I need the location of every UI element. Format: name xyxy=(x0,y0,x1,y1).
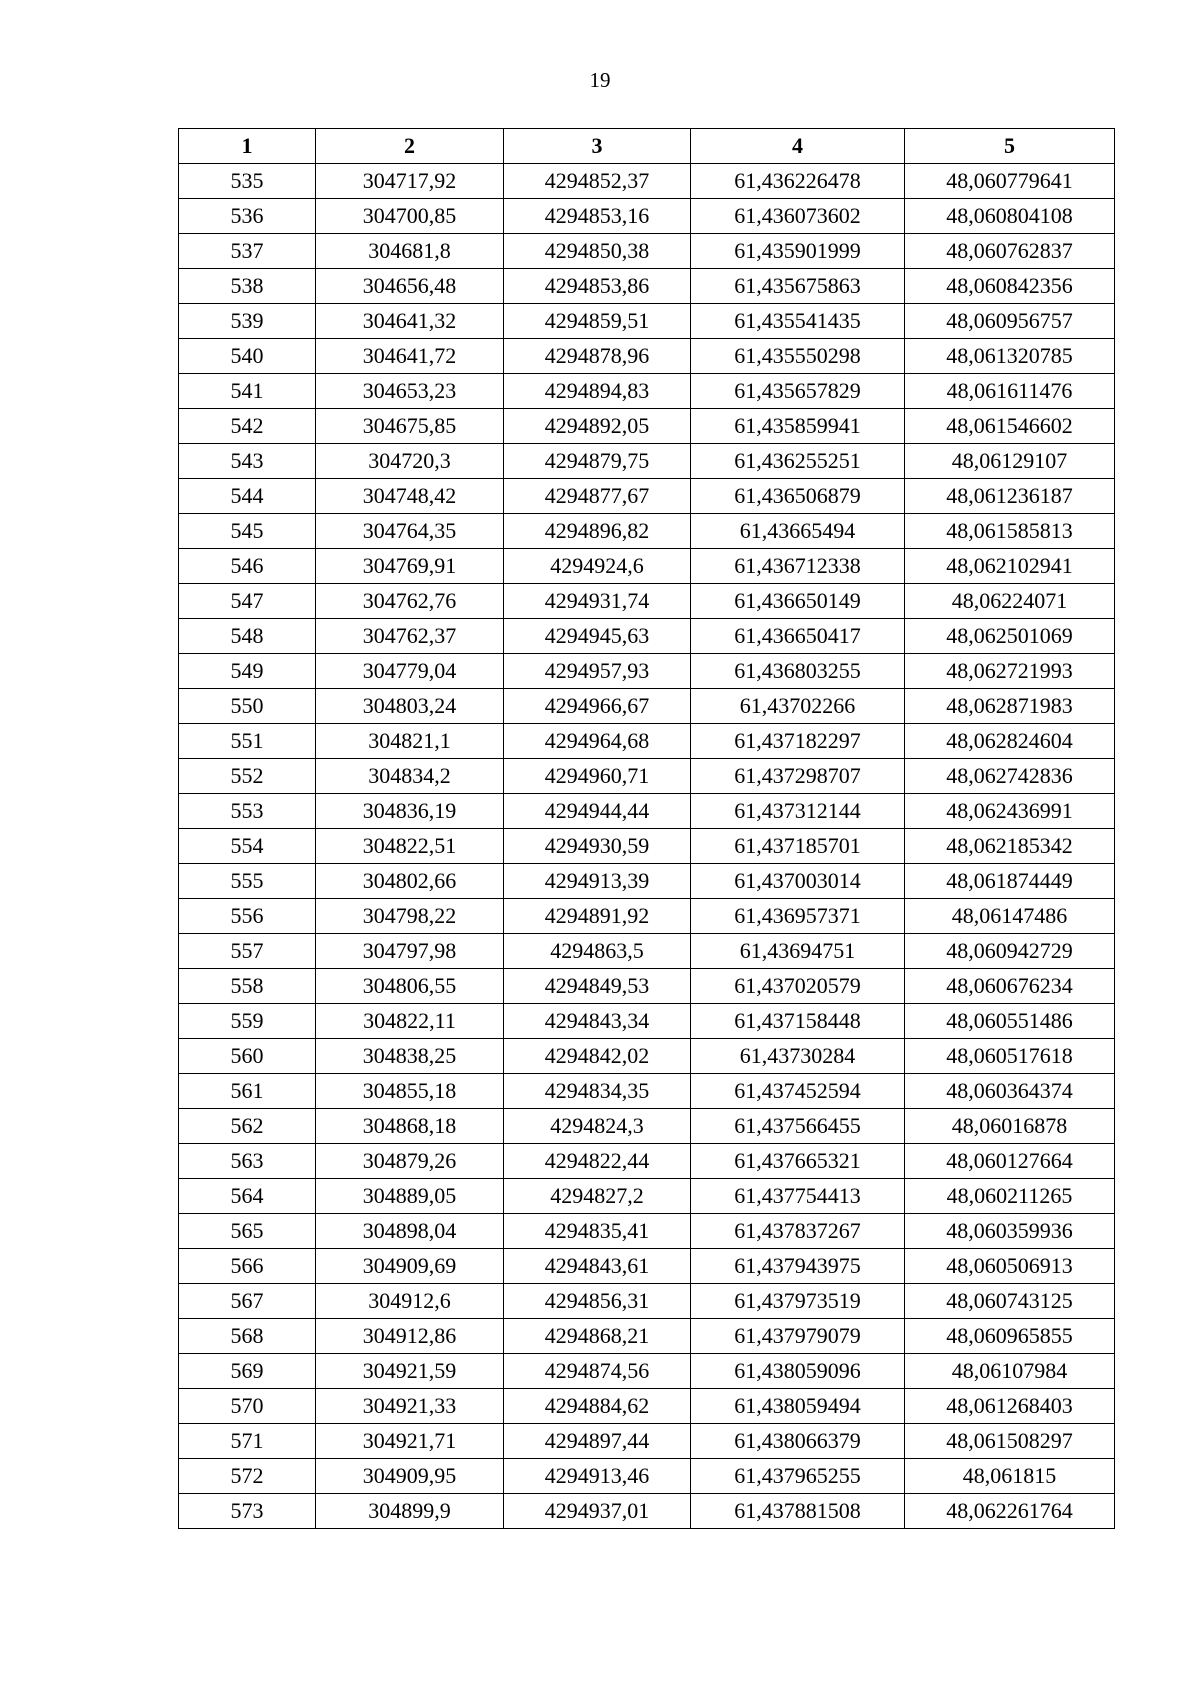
table-cell: 4294913,46 xyxy=(504,1459,691,1494)
table-cell: 551 xyxy=(179,724,316,759)
table-cell: 4294856,31 xyxy=(504,1284,691,1319)
table-cell: 48,062261764 xyxy=(905,1494,1115,1529)
table-cell: 61,437566455 xyxy=(691,1109,905,1144)
table-cell: 4294966,67 xyxy=(504,689,691,724)
table-cell: 61,438059494 xyxy=(691,1389,905,1424)
table-cell: 304912,86 xyxy=(316,1319,504,1354)
table-cell: 304762,37 xyxy=(316,619,504,654)
table-row xyxy=(179,374,1115,409)
table-cell: 4294868,21 xyxy=(504,1319,691,1354)
table-cell: 304802,66 xyxy=(316,864,504,899)
table-cell: 543 xyxy=(179,444,316,479)
table-cell: 304834,2 xyxy=(316,759,504,794)
table-cell: 48,062185342 xyxy=(905,829,1115,864)
table-row xyxy=(179,1004,1115,1039)
table-cell: 544 xyxy=(179,479,316,514)
table-row xyxy=(179,1389,1115,1424)
table-cell: 546 xyxy=(179,549,316,584)
table-cell: 570 xyxy=(179,1389,316,1424)
table-cell: 537 xyxy=(179,234,316,269)
table-row xyxy=(179,829,1115,864)
table-cell: 48,060942729 xyxy=(905,934,1115,969)
table-cell: 4294849,53 xyxy=(504,969,691,1004)
table-cell: 304641,72 xyxy=(316,339,504,374)
table-cell: 48,061585813 xyxy=(905,514,1115,549)
table-row xyxy=(179,724,1115,759)
table-cell: 304656,48 xyxy=(316,269,504,304)
table-row xyxy=(179,934,1115,969)
table-cell: 4294874,56 xyxy=(504,1354,691,1389)
table-row xyxy=(179,1424,1115,1459)
table-cell: 304822,11 xyxy=(316,1004,504,1039)
table-row xyxy=(179,654,1115,689)
table-cell: 563 xyxy=(179,1144,316,1179)
table-cell: 61,437754413 xyxy=(691,1179,905,1214)
table-row xyxy=(179,164,1115,199)
table-cell: 61,437158448 xyxy=(691,1004,905,1039)
table-body xyxy=(179,164,1115,1529)
table-cell: 4294884,62 xyxy=(504,1389,691,1424)
table-row xyxy=(179,1109,1115,1144)
table-cell: 542 xyxy=(179,409,316,444)
table-row xyxy=(179,759,1115,794)
table-cell: 48,060517618 xyxy=(905,1039,1115,1074)
table-cell: 61,438059096 xyxy=(691,1354,905,1389)
table-cell: 4294944,44 xyxy=(504,794,691,829)
table-cell: 4294930,59 xyxy=(504,829,691,864)
table-cell: 549 xyxy=(179,654,316,689)
table-cell: 48,060506913 xyxy=(905,1249,1115,1284)
table-cell: 61,436712338 xyxy=(691,549,905,584)
table-cell: 560 xyxy=(179,1039,316,1074)
table-cell: 304681,8 xyxy=(316,234,504,269)
table-cell: 304717,92 xyxy=(316,164,504,199)
table-row xyxy=(179,584,1115,619)
table-cell: 564 xyxy=(179,1179,316,1214)
table-cell: 61,435550298 xyxy=(691,339,905,374)
table-cell: 48,06224071 xyxy=(905,584,1115,619)
table-cell: 304769,91 xyxy=(316,549,504,584)
table-cell: 48,062871983 xyxy=(905,689,1115,724)
table-cell: 304764,35 xyxy=(316,514,504,549)
table-cell: 566 xyxy=(179,1249,316,1284)
table-cell: 48,061611476 xyxy=(905,374,1115,409)
table-cell: 61,437020579 xyxy=(691,969,905,1004)
table-cell: 569 xyxy=(179,1354,316,1389)
table-row xyxy=(179,619,1115,654)
table-cell: 48,062501069 xyxy=(905,619,1115,654)
table-cell: 304762,76 xyxy=(316,584,504,619)
table-row xyxy=(179,304,1115,339)
table-cell: 61,436255251 xyxy=(691,444,905,479)
column-header: 4 xyxy=(691,129,905,164)
table-cell: 550 xyxy=(179,689,316,724)
table-cell: 304779,04 xyxy=(316,654,504,689)
table-cell: 304855,18 xyxy=(316,1074,504,1109)
table-cell: 4294850,38 xyxy=(504,234,691,269)
table-row xyxy=(179,1214,1115,1249)
table-cell: 48,060965855 xyxy=(905,1319,1115,1354)
table-row xyxy=(179,269,1115,304)
table-cell: 304912,6 xyxy=(316,1284,504,1319)
table-cell: 61,437943975 xyxy=(691,1249,905,1284)
table-cell: 4294824,3 xyxy=(504,1109,691,1144)
table-cell: 304838,25 xyxy=(316,1039,504,1074)
table-cell: 48,061815 xyxy=(905,1459,1115,1494)
table-row xyxy=(179,339,1115,374)
table-cell: 304806,55 xyxy=(316,969,504,1004)
table-row xyxy=(179,199,1115,234)
table-row xyxy=(179,549,1115,584)
table-cell: 61,435657829 xyxy=(691,374,905,409)
table-cell: 558 xyxy=(179,969,316,1004)
table-cell: 304836,19 xyxy=(316,794,504,829)
table-cell: 4294843,61 xyxy=(504,1249,691,1284)
table-cell: 61,435859941 xyxy=(691,409,905,444)
table-cell: 61,437452594 xyxy=(691,1074,905,1109)
table-cell: 61,437837267 xyxy=(691,1214,905,1249)
table-cell: 48,061320785 xyxy=(905,339,1115,374)
table-cell: 48,06129107 xyxy=(905,444,1115,479)
table-cell: 547 xyxy=(179,584,316,619)
table-cell: 4294913,39 xyxy=(504,864,691,899)
table-cell: 568 xyxy=(179,1319,316,1354)
column-header: 5 xyxy=(905,129,1115,164)
table-row xyxy=(179,1039,1115,1074)
table-cell: 61,437965255 xyxy=(691,1459,905,1494)
table-cell: 565 xyxy=(179,1214,316,1249)
table-cell: 48,061508297 xyxy=(905,1424,1115,1459)
table-cell: 304889,05 xyxy=(316,1179,504,1214)
table-cell: 48,06147486 xyxy=(905,899,1115,934)
table-cell: 571 xyxy=(179,1424,316,1459)
table-row xyxy=(179,864,1115,899)
table-row xyxy=(179,1249,1115,1284)
table-cell: 61,436803255 xyxy=(691,654,905,689)
table-row xyxy=(179,479,1115,514)
table-cell: 4294896,82 xyxy=(504,514,691,549)
table-cell: 61,437312144 xyxy=(691,794,905,829)
table-header-row xyxy=(179,129,1115,164)
table-cell: 61,437881508 xyxy=(691,1494,905,1529)
table-cell: 48,060956757 xyxy=(905,304,1115,339)
table-row xyxy=(179,794,1115,829)
table-cell: 61,436226478 xyxy=(691,164,905,199)
table-cell: 61,437185701 xyxy=(691,829,905,864)
table-cell: 4294827,2 xyxy=(504,1179,691,1214)
table-cell: 4294878,96 xyxy=(504,339,691,374)
table-cell: 4294822,44 xyxy=(504,1144,691,1179)
table-cell: 48,060842356 xyxy=(905,269,1115,304)
table-cell: 548 xyxy=(179,619,316,654)
table-row xyxy=(179,444,1115,479)
table-cell: 48,061236187 xyxy=(905,479,1115,514)
table-cell: 567 xyxy=(179,1284,316,1319)
table-row xyxy=(179,409,1115,444)
column-header: 2 xyxy=(316,129,504,164)
table-cell: 61,435675863 xyxy=(691,269,905,304)
table-cell: 48,060804108 xyxy=(905,199,1115,234)
table-cell: 48,060743125 xyxy=(905,1284,1115,1319)
table-cell: 61,43702266 xyxy=(691,689,905,724)
table-cell: 552 xyxy=(179,759,316,794)
table-cell: 4294945,63 xyxy=(504,619,691,654)
table-cell: 61,43730284 xyxy=(691,1039,905,1074)
table-cell: 48,062436991 xyxy=(905,794,1115,829)
table-cell: 4294853,16 xyxy=(504,199,691,234)
table-cell: 4294842,02 xyxy=(504,1039,691,1074)
table-cell: 554 xyxy=(179,829,316,864)
table-cell: 561 xyxy=(179,1074,316,1109)
table-cell: 304821,1 xyxy=(316,724,504,759)
table-cell: 4294859,51 xyxy=(504,304,691,339)
table-cell: 4294894,83 xyxy=(504,374,691,409)
table-cell: 48,061546602 xyxy=(905,409,1115,444)
table-cell: 304803,24 xyxy=(316,689,504,724)
table-cell: 573 xyxy=(179,1494,316,1529)
table-cell: 4294877,67 xyxy=(504,479,691,514)
table-row xyxy=(179,1354,1115,1389)
table-cell: 61,437298707 xyxy=(691,759,905,794)
table-cell: 48,060762837 xyxy=(905,234,1115,269)
table-row xyxy=(179,514,1115,549)
table-cell: 559 xyxy=(179,1004,316,1039)
table-cell: 61,436650149 xyxy=(691,584,905,619)
table-cell: 4294891,92 xyxy=(504,899,691,934)
table-row xyxy=(179,1144,1115,1179)
table-cell: 4294924,6 xyxy=(504,549,691,584)
coordinates-table xyxy=(178,128,1115,1529)
table-cell: 48,061874449 xyxy=(905,864,1115,899)
table-cell: 61,437979079 xyxy=(691,1319,905,1354)
table-cell: 48,06016878 xyxy=(905,1109,1115,1144)
table-cell: 61,437973519 xyxy=(691,1284,905,1319)
table-cell: 4294892,05 xyxy=(504,409,691,444)
table-cell: 304641,32 xyxy=(316,304,504,339)
table-cell: 540 xyxy=(179,339,316,374)
table-cell: 48,062721993 xyxy=(905,654,1115,689)
table-cell: 48,060127664 xyxy=(905,1144,1115,1179)
table-cell: 304653,23 xyxy=(316,374,504,409)
table-cell: 304899,9 xyxy=(316,1494,504,1529)
table-cell: 557 xyxy=(179,934,316,969)
table-cell: 304909,69 xyxy=(316,1249,504,1284)
table-cell: 48,060676234 xyxy=(905,969,1115,1004)
table-cell: 545 xyxy=(179,514,316,549)
table-cell: 541 xyxy=(179,374,316,409)
table-cell: 4294960,71 xyxy=(504,759,691,794)
table-cell: 61,436506879 xyxy=(691,479,905,514)
table-cell: 556 xyxy=(179,899,316,934)
table-cell: 48,062742836 xyxy=(905,759,1115,794)
table-cell: 48,060551486 xyxy=(905,1004,1115,1039)
table-cell: 4294879,75 xyxy=(504,444,691,479)
table-cell: 304879,26 xyxy=(316,1144,504,1179)
table-cell: 553 xyxy=(179,794,316,829)
table-row xyxy=(179,969,1115,1004)
table-cell: 4294964,68 xyxy=(504,724,691,759)
table-cell: 572 xyxy=(179,1459,316,1494)
table-cell: 562 xyxy=(179,1109,316,1144)
table-cell: 4294957,93 xyxy=(504,654,691,689)
table-cell: 61,436957371 xyxy=(691,899,905,934)
table-cell: 4294853,86 xyxy=(504,269,691,304)
table-cell: 304822,51 xyxy=(316,829,504,864)
table-cell: 539 xyxy=(179,304,316,339)
table-row xyxy=(179,1494,1115,1529)
table-row xyxy=(179,899,1115,934)
table-cell: 4294843,34 xyxy=(504,1004,691,1039)
table-cell: 48,060211265 xyxy=(905,1179,1115,1214)
table-cell: 4294835,41 xyxy=(504,1214,691,1249)
column-header: 3 xyxy=(504,129,691,164)
table-cell: 304898,04 xyxy=(316,1214,504,1249)
table-cell: 48,06107984 xyxy=(905,1354,1115,1389)
table-cell: 304797,98 xyxy=(316,934,504,969)
table-cell: 536 xyxy=(179,199,316,234)
table-row xyxy=(179,1459,1115,1494)
table-cell: 61,43694751 xyxy=(691,934,905,969)
table-row xyxy=(179,234,1115,269)
table-cell: 4294931,74 xyxy=(504,584,691,619)
table-cell: 4294897,44 xyxy=(504,1424,691,1459)
table-cell: 538 xyxy=(179,269,316,304)
table-cell: 304868,18 xyxy=(316,1109,504,1144)
table-row xyxy=(179,1074,1115,1109)
table-cell: 48,062102941 xyxy=(905,549,1115,584)
table-cell: 61,435901999 xyxy=(691,234,905,269)
table-cell: 4294834,35 xyxy=(504,1074,691,1109)
table-cell: 304798,22 xyxy=(316,899,504,934)
table-cell: 61,437665321 xyxy=(691,1144,905,1179)
table-cell: 304909,95 xyxy=(316,1459,504,1494)
table-cell: 61,436073602 xyxy=(691,199,905,234)
table-cell: 61,436650417 xyxy=(691,619,905,654)
table-cell: 61,43665494 xyxy=(691,514,905,549)
table-cell: 48,060359936 xyxy=(905,1214,1115,1249)
table-cell: 555 xyxy=(179,864,316,899)
table-cell: 4294852,37 xyxy=(504,164,691,199)
table-cell: 48,061268403 xyxy=(905,1389,1115,1424)
table-cell: 61,438066379 xyxy=(691,1424,905,1459)
table-row xyxy=(179,1284,1115,1319)
table-cell: 304700,85 xyxy=(316,199,504,234)
table-cell: 304921,59 xyxy=(316,1354,504,1389)
table-cell: 48,060779641 xyxy=(905,164,1115,199)
table-cell: 61,435541435 xyxy=(691,304,905,339)
table-cell: 535 xyxy=(179,164,316,199)
table-cell: 304675,85 xyxy=(316,409,504,444)
table-cell: 61,437182297 xyxy=(691,724,905,759)
table-row xyxy=(179,689,1115,724)
table-row xyxy=(179,1179,1115,1214)
column-header: 1 xyxy=(179,129,316,164)
table-row xyxy=(179,1319,1115,1354)
table-cell: 304921,33 xyxy=(316,1389,504,1424)
table-cell: 48,060364374 xyxy=(905,1074,1115,1109)
table-cell: 304748,42 xyxy=(316,479,504,514)
table-cell: 4294863,5 xyxy=(504,934,691,969)
table-cell: 304921,71 xyxy=(316,1424,504,1459)
page-number: 19 xyxy=(589,68,611,92)
table-cell: 61,437003014 xyxy=(691,864,905,899)
table-cell: 304720,3 xyxy=(316,444,504,479)
table-cell: 48,062824604 xyxy=(905,724,1115,759)
table-cell: 4294937,01 xyxy=(504,1494,691,1529)
